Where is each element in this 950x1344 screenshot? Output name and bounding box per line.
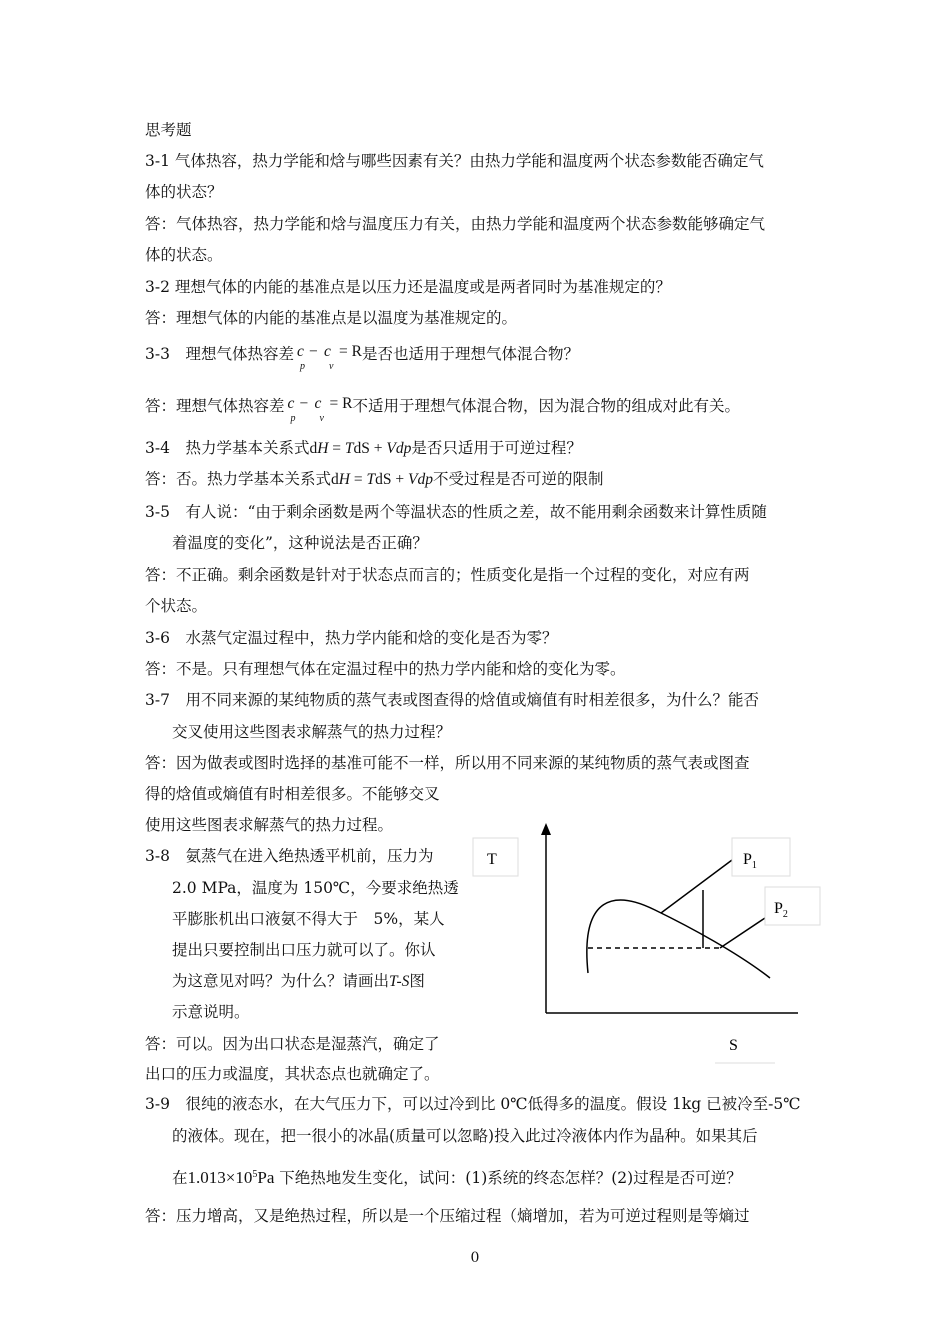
- answer-3-4: [145, 469, 810, 490]
- cp-cv-formula: [294, 343, 362, 372]
- question-3-9-line-3: 在$1.013\times 10^5Pa$ 下绝热地发生变化，试问：(1)系统的终态怎样？(2)过程是否可逆？: [172, 1168, 742, 1188]
- p1-label: $P_1$: [743, 851, 757, 871]
- question-3-7-line-1: 3-7 用不同来源的某纯物质的蒸气表或图查得的焓值或熵值有时相差很多，为什么？能否: [145, 691, 759, 709]
- question-3-2: 3-2 理想气体的内能的基准点是以压力还是温度或是两者同时为基准规定的？: [145, 278, 671, 296]
- question-3-8-line-5: 为这意见对吗？为什么？请画出T-S图: [172, 972, 425, 990]
- question-3-8-line-3: 平膨胀机出口液氨不得大于 5%，某人: [172, 910, 445, 928]
- ts-label: T-S: [389, 973, 410, 990]
- question-3-7-line-2: 交叉使用这些图表求解蒸气的热力过程？: [172, 723, 452, 741]
- question-3-4-suffix: 是否只适用于可逆过程？: [411, 439, 582, 457]
- t-axis-arrow-icon: [541, 823, 551, 835]
- p1-isobar: [661, 860, 732, 913]
- question-3-3-suffix: 是否也适用于理想气体混合物？: [361, 345, 579, 363]
- answer-3-3: [145, 395, 810, 424]
- section-title: 思考题: [145, 121, 192, 139]
- cp-cv-formula-2: [285, 395, 353, 424]
- dh-formula: dH = TdS + Vdp: [309, 440, 412, 457]
- ts-diagram: [470, 815, 830, 1070]
- question-3-9-line-1: 3-9 很纯的液态水，在大气压力下，可以过冷到比 0℃低得多的温度。假设 1kg 已被冷至-5℃: [145, 1095, 801, 1113]
- formula-c-2: c: [314, 395, 322, 412]
- answer-3-8-line-1: 答：可以。因为出口状态是湿蒸汽，确定了: [145, 1035, 440, 1053]
- t-axis-label: T: [487, 851, 497, 868]
- answer-3-2: 答：理想气体的内能的基准点是以温度为基准规定的。: [145, 309, 518, 327]
- dh-formula-2: dH = TdS + Vdp: [331, 471, 433, 488]
- answer-3-5-line-1: 答：不正确。剩余函数是针对于状态点而言的；性质变化是指一个过程的变化，对应有两: [145, 566, 750, 584]
- formula-sub-v: v: [319, 413, 324, 424]
- question-3-1-line-2: 体的状态？: [145, 183, 223, 201]
- s-axis-label: S: [729, 1037, 738, 1054]
- answer-3-9-line-1: 答：压力增高，又是绝热过程，所以是一个压缩过程（熵增加，若为可逆过程则是等熵过: [145, 1207, 750, 1225]
- p2-isobar: [720, 918, 765, 948]
- question-3-6: 3-6 水蒸气定温过程中，热力学内能和焓的变化是否为零？: [145, 629, 558, 647]
- formula-c-1: c: [287, 395, 295, 412]
- formula-sub-p: p: [290, 413, 296, 424]
- answer-3-1-line-1: 答：气体热容，热力学能和焓与温度压力有关，由热力学能和温度两个状态参数能够确定气: [145, 215, 766, 233]
- answer-3-4-suffix: 不受过程是否可逆的限制: [432, 470, 604, 488]
- formula-minus: −: [308, 343, 318, 360]
- answer-3-1-line-2: 体的状态。: [145, 246, 223, 264]
- saturation-dome: [587, 900, 770, 978]
- question-3-9-line-2: 的液体。现在，把一很小的冰晶(质量可以忽略)投入此过冷液体内作为晶种。如果其后: [172, 1127, 758, 1145]
- pressure-unit: Pa: [257, 1168, 275, 1188]
- answer-3-3-prefix: 答：理想气体热容差: [145, 397, 285, 415]
- question-3-5-line-2: 着温度的变化”，这种说法是否正确？: [172, 534, 428, 552]
- question-3-4: [145, 438, 810, 459]
- answer-3-8-line-2: 出口的压力或温度，其状态点也就确定了。: [145, 1065, 440, 1083]
- question-3-1-line-1: 3-1 气体热容，热力学能和焓与哪些因素有关？由热力学能和温度两个状态参数能否确定气: [145, 152, 764, 170]
- answer-3-7-line-3: 使用这些图表求解蒸气的热力过程。: [145, 816, 394, 834]
- formula-sub-v: v: [328, 361, 334, 372]
- question-3-5-line-1: 3-5 有人说：“由于剩余函数是两个等温状态的性质之差，故不能用剩余函数来计算性质随: [145, 503, 767, 521]
- pressure-value: 1.013×10: [187, 1168, 253, 1188]
- question-3-4-prefix: 3-4 热力学基本关系式: [145, 439, 310, 457]
- answer-3-7-line-1: 答：因为做表或图时选择的基准可能不一样，所以用不同来源的某纯物质的蒸气表或图查: [145, 754, 750, 772]
- formula-eq-r: = R: [338, 343, 362, 360]
- question-3-8-line-1: 3-8 氨蒸气在进入绝热透平机前，压力为: [145, 847, 434, 865]
- formula-c-1: c: [296, 343, 304, 360]
- question-3-8-line-2: 2.0 MPa，温度为 150℃，今要求绝热透: [172, 879, 459, 897]
- p1-label-box: [732, 838, 790, 876]
- formula-minus: −: [299, 395, 309, 412]
- pressure-exponent: 5: [252, 1169, 258, 1180]
- answer-3-5-line-2: 个状态。: [145, 597, 208, 615]
- formula-sub-p: p: [299, 361, 305, 372]
- formula-eq-r: = R: [329, 395, 353, 412]
- formula-c-2: c: [323, 343, 331, 360]
- question-3-8-line-4: 提出只要控制出口压力就可以了。你认: [172, 941, 436, 959]
- answer-3-7-line-2: 得的焓值或熵值有时相差很多。不能够交叉: [145, 785, 440, 803]
- p2-label: $P_2$: [774, 900, 788, 920]
- answer-3-6: 答：不是。只有理想气体在定温过程中的热力学内能和焓的变化为零。: [145, 660, 626, 678]
- answer-3-3-suffix: 不适用于理想气体混合物，因为混合物的组成对此有关。: [352, 397, 741, 415]
- question-3-3: [145, 343, 810, 372]
- page-number: 0: [470, 1250, 480, 1266]
- question-3-8-line-6: 示意说明。: [172, 1003, 250, 1021]
- question-3-3-prefix: 3-3 理想气体热容差: [145, 345, 294, 363]
- answer-3-4-prefix: 答：否。热力学基本关系式: [145, 470, 332, 488]
